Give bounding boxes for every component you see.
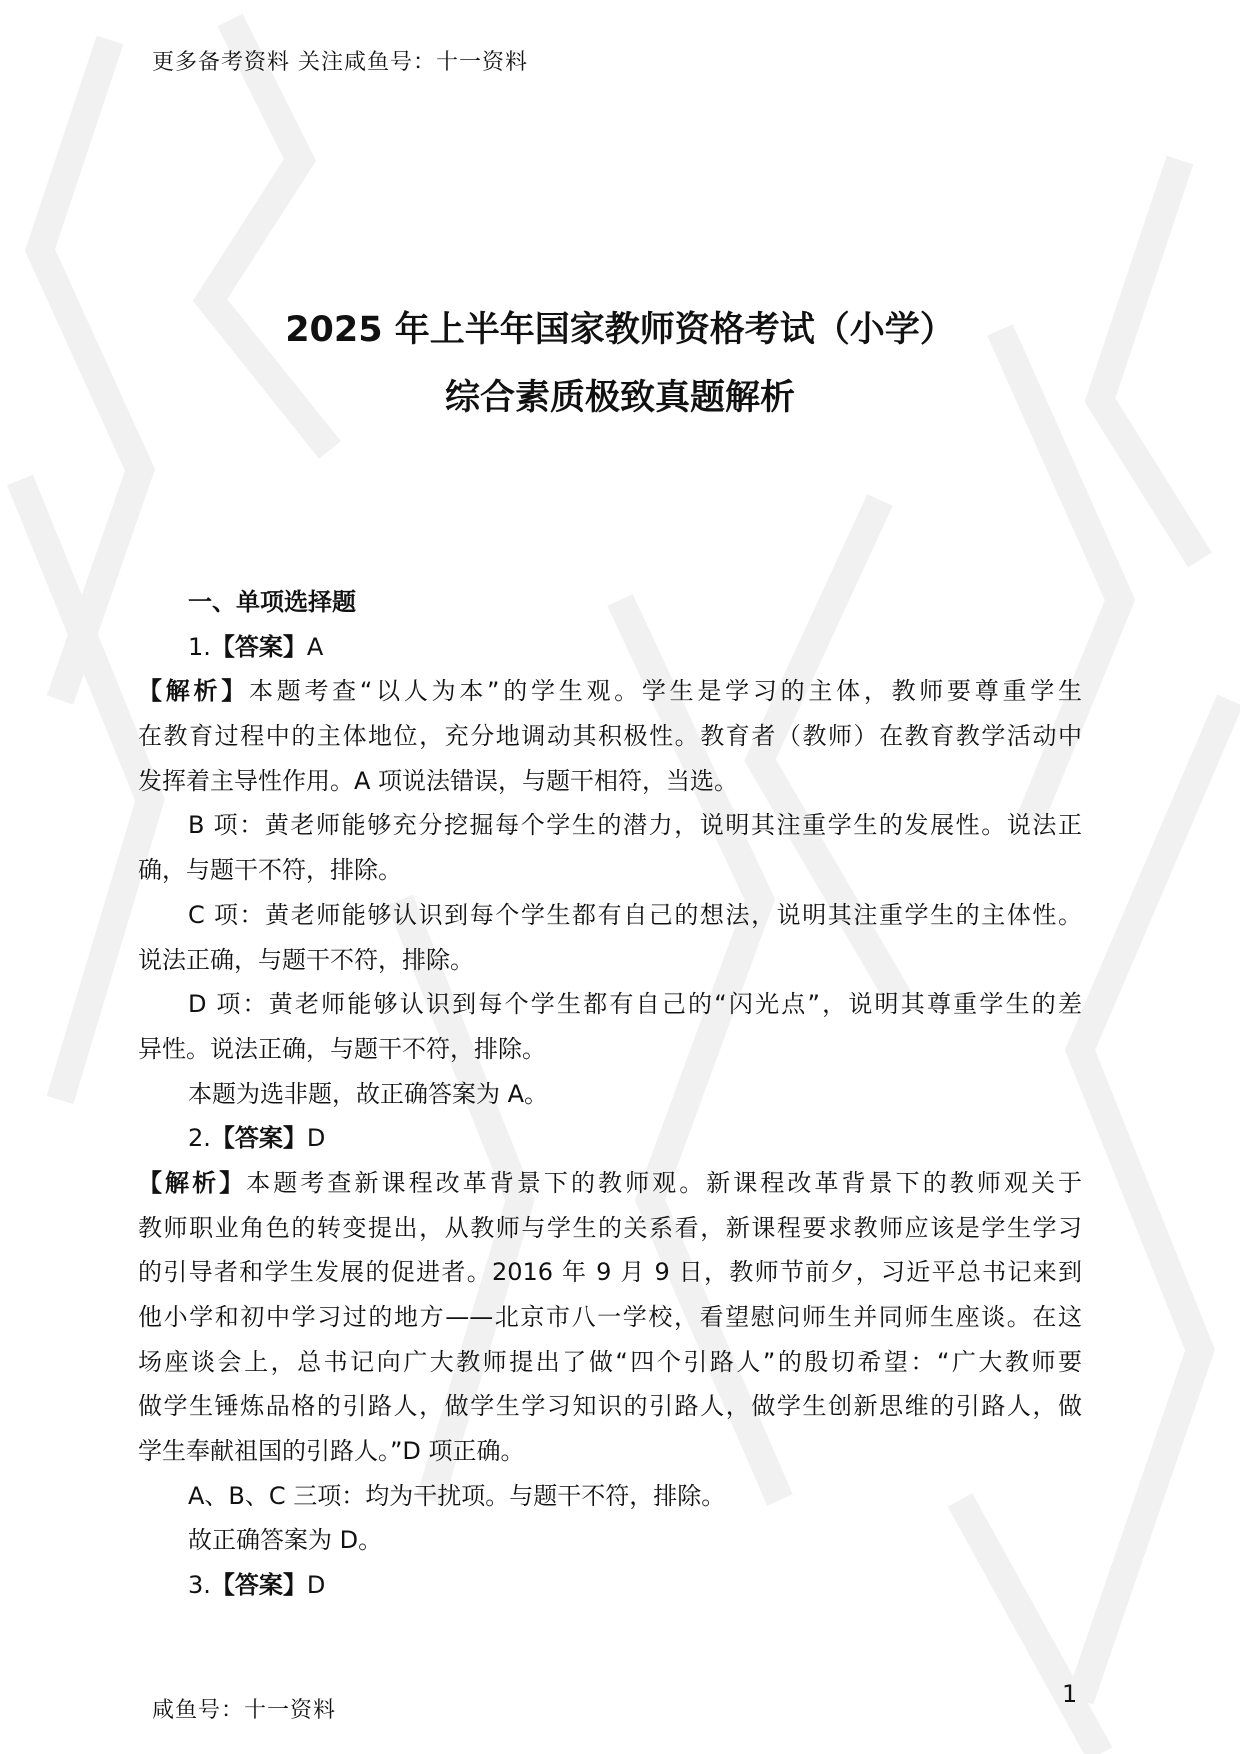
line-text: 他小学和初中学习过的地方——北京市八一学校，看望慰问师生并同师生座谈。在这	[138, 1303, 1082, 1331]
text-line	[138, 1340, 1082, 1385]
line-text: 学生奉献祖国的引路人。”D 项正确。	[138, 1437, 525, 1466]
analysis-line	[138, 669, 1082, 714]
answer-value: D	[306, 1571, 326, 1600]
text-line	[138, 982, 1082, 1027]
text-line	[138, 714, 1082, 759]
answer-label: 【答案】	[210, 632, 307, 661]
answer-line	[138, 625, 1082, 670]
line-text: 做学生锤炼品格的引路人，做学生学习知识的引路人，做学生创新思维的引路人，做	[138, 1392, 1082, 1421]
analysis-text: 本题考查“以人为本”的学生观。学生是学习的主体，教师要尊重学生	[248, 677, 1083, 706]
answer-analysis-lines	[138, 625, 1082, 1608]
analysis-text: 本题考查新课程改革背景下的教师观。新课程改革背景下的教师观关于	[246, 1168, 1083, 1197]
analysis-label: 【解析】	[138, 677, 249, 706]
line-text: 确，与题干不符，排除。	[138, 856, 402, 885]
line-text: 异性。说法正确，与题干不符，排除。	[138, 1034, 546, 1063]
line-text: 本题为选非题，故正确答案为 A。	[188, 1079, 549, 1108]
text-line	[138, 1027, 1082, 1072]
answer-line	[138, 1563, 1082, 1608]
text-line	[138, 1295, 1082, 1340]
text-line	[138, 848, 1082, 893]
line-text: C 项：黄老师能够认识到每个学生都有自己的想法，说明其注重学生的主体性。	[188, 900, 1082, 929]
answer-label: 【答案】	[210, 1124, 307, 1153]
document-title: 2025 年上半年国家教师资格考试（小学）	[285, 310, 955, 350]
answer-value: D	[306, 1124, 326, 1153]
text-line	[138, 938, 1082, 983]
text-line	[138, 1250, 1082, 1295]
text-line	[138, 803, 1082, 848]
text-line	[138, 1429, 1082, 1474]
line-text: 的引导者和学生发展的促进者。2016 年 9 月 9 日，教师节前夕，习近平总书记来到	[138, 1258, 1082, 1287]
line-text: 故正确答案为 D。	[188, 1526, 383, 1555]
line-text: A、B、C 三项：均为干扰项。与题干不符，排除。	[188, 1481, 726, 1510]
answer-value: A	[306, 632, 324, 661]
analysis-label: 【解析】	[138, 1168, 247, 1197]
question-number: 2.	[188, 1124, 211, 1153]
question-number: 3.	[188, 1571, 211, 1600]
text-line	[138, 1518, 1082, 1563]
line-text: B 项：黄老师能够充分挖掘每个学生的潜力，说明其注重学生的发展性。说法正	[188, 811, 1082, 840]
question-number: 1.	[188, 632, 211, 661]
line-text: 发挥着主导性作用。A 项说法错误，与题干相符，当选。	[138, 766, 739, 795]
text-line	[138, 1474, 1082, 1519]
line-text: 场座谈会上，总书记向广大教师提出了做“四个引路人”的殷切希望：“广大教师要	[138, 1347, 1082, 1376]
text-line	[138, 1072, 1082, 1117]
text-line	[138, 893, 1082, 938]
line-text: D 项：黄老师能够认识到每个学生都有自己的“闪光点”，说明其尊重学生的差	[188, 990, 1082, 1019]
line-text: 在教育过程中的主体地位，充分地调动其积极性。教育者（教师）在教育教学活动中	[138, 722, 1082, 751]
document-body	[138, 580, 1082, 1608]
text-line	[138, 1206, 1082, 1251]
text-line	[138, 759, 1082, 804]
answer-label: 【答案】	[210, 1571, 307, 1600]
document-subtitle: 综合素质极致真题解析	[444, 378, 795, 418]
text-line	[138, 1384, 1082, 1429]
analysis-line	[138, 1161, 1082, 1206]
line-text: 说法正确，与题干不符，排除。	[138, 945, 474, 974]
page-number: 1	[1062, 1680, 1078, 1708]
page-header: 更多备考资料 关注咸鱼号：十一资料	[152, 50, 528, 75]
page-footer: 咸鱼号：十一资料	[152, 1698, 337, 1723]
answer-line	[138, 1116, 1082, 1161]
line-text: 教师职业角色的转变提出，从教师与学生的关系看，新课程要求教师应该是学生学习	[138, 1213, 1082, 1242]
section-heading: 一、单项选择题	[188, 588, 356, 616]
